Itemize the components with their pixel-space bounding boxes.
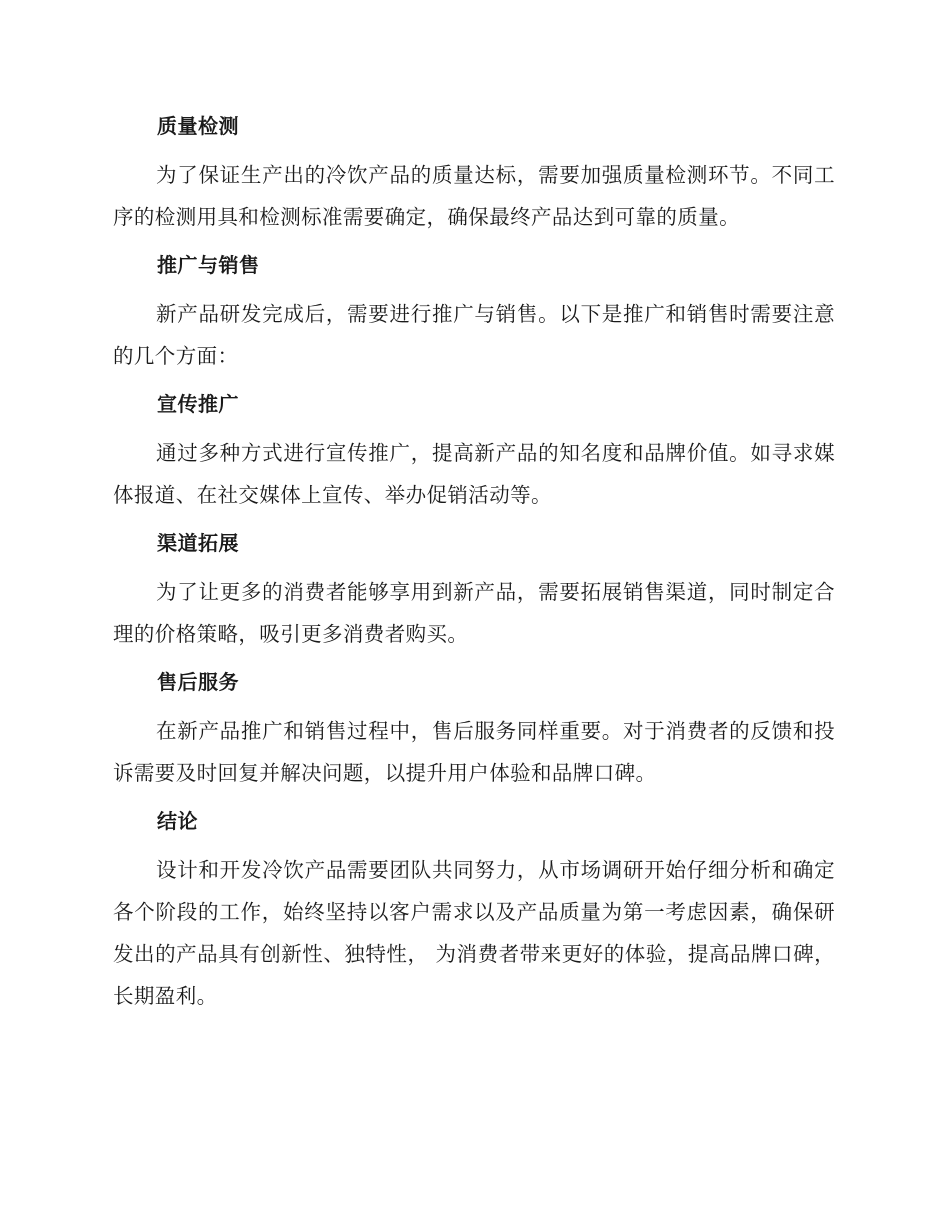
section-heading-conclusion: 结论 xyxy=(157,809,198,833)
section-heading-channel-expansion: 渠道拓展 xyxy=(157,531,239,555)
section-body-promotion-and-sales: 新产品研发完成后，需要进行推广与销售。以下是推广和销售时需要注意的几个方面： xyxy=(113,302,835,368)
section-body-after-sales-service: 在新产品推广和销售过程中，售后服务同样重要。对于消费者的反馈和投诉需要及时回复并解决问题，以提升用户体验和品牌口碑。 xyxy=(113,719,835,785)
section-heading-promotion-and-sales: 推广与销售 xyxy=(157,253,260,277)
section-heading-publicity: 宣传推广 xyxy=(157,392,239,416)
section-heading-quality-inspection: 质量检测 xyxy=(157,114,239,138)
section-body-conclusion: 设计和开发冷饮产品需要团队共同努力，从市场调研开始仔细分析和确定各个阶段的工作，始终坚持以客户需求以及产品质量为第一考虑因素，确保研发出的产品具有创新性、独特性， 为消费者带来更好的体验，提高品牌口碑，长期盈利。 xyxy=(113,858,835,1008)
section-body-quality-inspection: 为了保证生产出的冷饮产品的质量达标，需要加强质量检测环节。不同工序的检测用具和检测标准需要确定，确保最终产品达到可靠的质量。 xyxy=(113,163,835,229)
section-heading-after-sales-service: 售后服务 xyxy=(157,670,239,694)
section-body-channel-expansion: 为了让更多的消费者能够享用到新产品，需要拓展销售渠道，同时制定合理的价格策略，吸引更多消费者购买。 xyxy=(113,580,835,646)
section-body-publicity: 通过多种方式进行宣传推广，提高新产品的知名度和品牌价值。如寻求媒体报道、在社交媒体上宣传、举办促销活动等。 xyxy=(113,441,835,507)
